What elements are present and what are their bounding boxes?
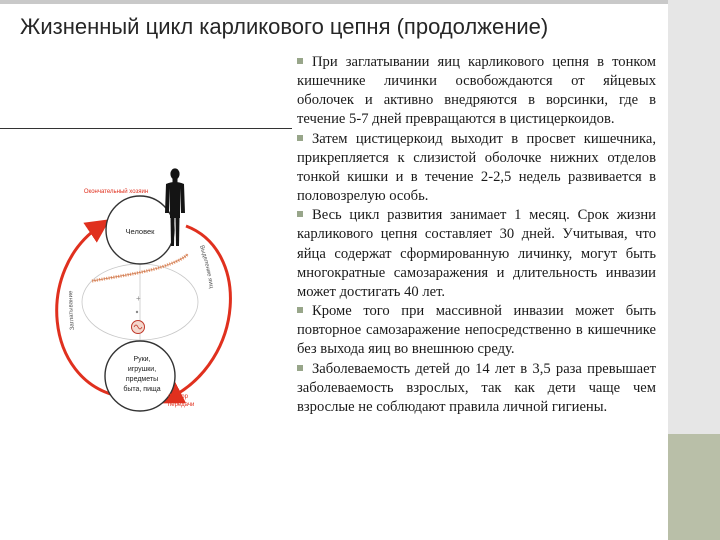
bullet-text-4: Кроме того при массивной инвазии может быть повторное самозаражение непосредственно в кишечнике без выхода яиц во внешнюю среду. — [297, 303, 656, 358]
swallowing-label-text: Заглатывание — [68, 290, 76, 331]
factor-label-line-1: Фактор — [168, 394, 188, 400]
definitive-host-label: Окончательный хозяин — [83, 189, 149, 195]
hands-label-line-2: игрушки, — [127, 366, 157, 373]
bullet-paragraph-5 — [297, 360, 656, 417]
bullet-paragraph-3 — [297, 206, 656, 302]
bullet-text-1: При заглатывании яиц карликового цепня в тонком кишечнике личинки освобождаются от яйцевых оболочек и активно внедряются в ворсинки, где в течение 5-7 дней превращаются в цистицеркоидов. — [297, 54, 656, 128]
bullet-paragraph-1 — [297, 53, 656, 130]
bullet-text-5: Заболеваемость детей до 14 лет в 3,5 раза превышает заболеваемость взрослых, так как дети чаще чем взрослые не соблюдают правила личной гигиены. — [297, 360, 656, 415]
hands-label-line-3: предметы — [125, 376, 159, 383]
factor-label-line-2: передачи — [168, 402, 195, 408]
bullet-text-3: Весь цикл развития занимает 1 месяц. Срок жизни карликового цепня составляет 30 дней. Учитывая, что яйца содержат сформированную личинку, могут быть многократные самозаражения и длительность инвазии может достигать 40 лет. — [297, 207, 656, 300]
hands-label-line-1: Руки, — [133, 356, 151, 363]
right-side-bar-accent — [668, 434, 720, 540]
life-cycle-diagram — [0, 0, 300, 430]
bullet-list — [297, 53, 656, 417]
bullet-paragraph-2 — [297, 130, 656, 207]
bullet-square-icon — [297, 58, 303, 64]
slide-title: Жизненный цикл карликового цепня (продолжение) — [20, 14, 549, 39]
bullet-square-icon — [297, 365, 303, 371]
bullet-paragraph-4 — [297, 302, 656, 359]
hands-label-line-4: быта, пища — [123, 386, 161, 393]
bullet-square-icon — [297, 135, 303, 141]
bullet-square-icon — [297, 307, 303, 313]
egg-dot-icon — [136, 311, 138, 313]
swallowing-label — [68, 290, 76, 330]
plus-marker-icon: + — [136, 294, 141, 303]
bullet-square-icon — [297, 211, 303, 217]
egg-excretion-label-text: Выделение яиц — [198, 244, 214, 289]
egg-excretion-label — [198, 245, 214, 290]
human-label: Человек — [125, 227, 155, 236]
bullet-text-2: Затем цистицеркоид выходит в просвет кишечника, прикрепляется к слизистой оболочке нижних отделов тонкой кишки и в течение 2-2,5 недель развивается в половозрелую особь. — [297, 130, 656, 205]
